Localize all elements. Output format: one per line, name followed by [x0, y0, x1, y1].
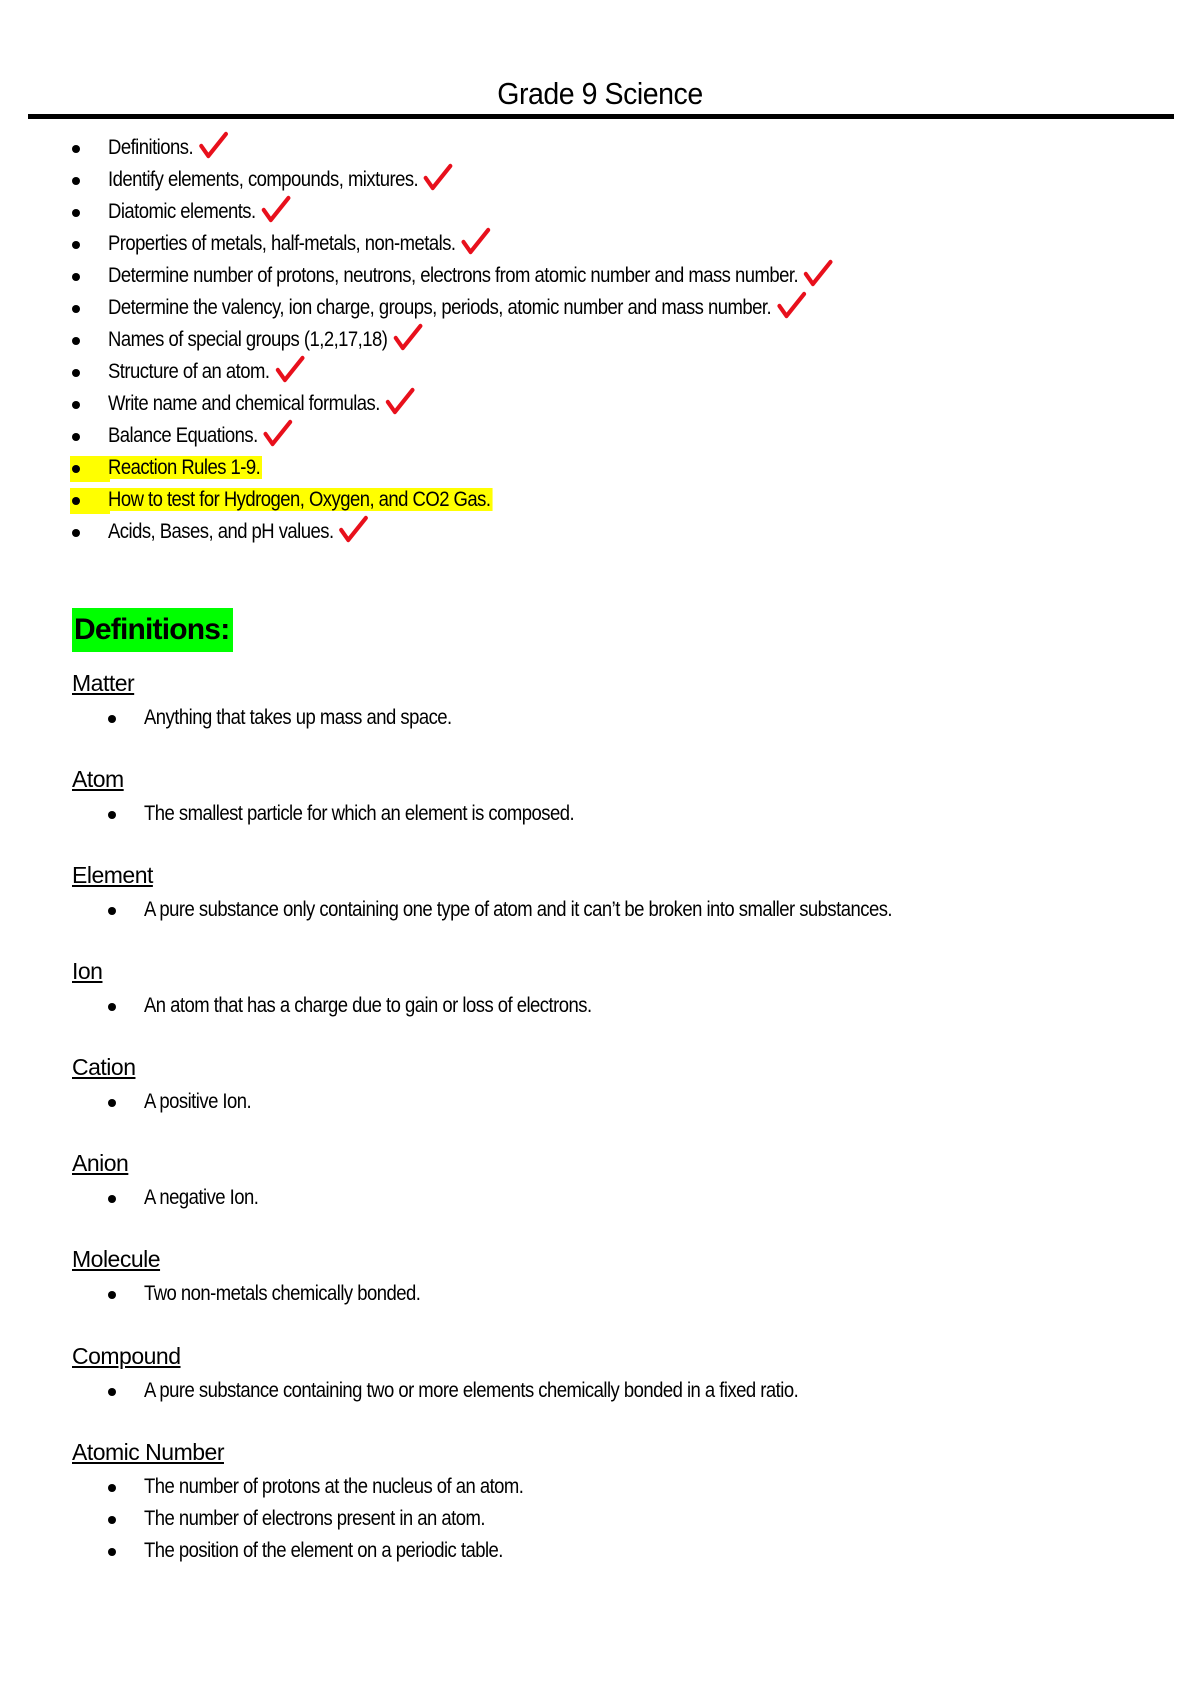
- bullet-dot-icon: [108, 1099, 116, 1107]
- bullet-dot-icon: [108, 1195, 116, 1203]
- definition-points: [0, 894, 1200, 926]
- checklist-item: [0, 164, 1200, 196]
- definition-point: The number of electrons present in an atom.: [0, 1503, 1200, 1535]
- document-title: Grade 9 Science: [497, 76, 703, 111]
- bullet-dot-icon: [72, 401, 80, 409]
- bullet-dot-icon: [72, 273, 80, 281]
- bullet-dot-icon: [72, 305, 80, 313]
- definition-point: The number of protons at the nucleus of an atom.: [0, 1471, 1200, 1503]
- definition-point: A pure substance containing two or more elements chemically bonded in a fixed ratio.: [0, 1375, 1200, 1407]
- bullet-dot-icon: [72, 465, 80, 473]
- definition-point: A positive Ion.: [0, 1086, 1200, 1118]
- checklist-item: [0, 420, 1200, 452]
- red-checkmark-icon: [339, 515, 369, 543]
- red-checkmark-icon: [263, 419, 293, 447]
- definition-term: Compound: [72, 1343, 181, 1369]
- definition-term: Matter: [72, 670, 135, 696]
- checklist-item: [0, 132, 1200, 164]
- bullet-dot-icon: [72, 529, 80, 537]
- definition-term: Molecule: [72, 1246, 161, 1272]
- checklist-item-text: Identify elements, compounds, mixtures.: [108, 168, 419, 191]
- bullet-dot-icon: [72, 497, 80, 505]
- bullet-dot-icon: [108, 1484, 116, 1492]
- checklist-item-highlighted: [0, 484, 1200, 516]
- bullet-dot-icon: [108, 715, 116, 723]
- checklist-item: [0, 356, 1200, 388]
- definition-points: [0, 702, 1200, 734]
- red-checkmark-icon: [198, 131, 228, 159]
- red-checkmark-icon: [393, 323, 423, 351]
- definition-points: [0, 1182, 1200, 1214]
- definition-points: [0, 798, 1200, 830]
- topic-checklist: [0, 132, 1200, 548]
- checklist-item-text: Acids, Bases, and pH values.: [108, 520, 334, 543]
- bullet-dot-icon: [72, 145, 80, 153]
- definition-term: Cation: [72, 1054, 136, 1080]
- bullet-dot-icon: [72, 177, 80, 185]
- checklist-item-text: Definitions.: [108, 136, 194, 159]
- red-checkmark-icon: [261, 195, 291, 223]
- checklist-item-text: Determine number of protons, neutrons, electrons from atomic number and mass number.: [108, 264, 799, 287]
- definition-points: [0, 1375, 1200, 1407]
- checklist-item: [0, 388, 1200, 420]
- red-checkmark-icon: [275, 355, 305, 383]
- definition-points: [0, 1278, 1200, 1310]
- bullet-dot-icon: [72, 209, 80, 217]
- definition-points: [0, 990, 1200, 1022]
- red-checkmark-icon: [461, 227, 491, 255]
- checklist-item-text: Write name and chemical formulas.: [108, 392, 380, 415]
- definition-term: Ion: [72, 958, 103, 984]
- definition-point: Anything that takes up mass and space.: [0, 702, 1200, 734]
- checklist-item: [0, 228, 1200, 260]
- bullet-dot-icon: [108, 1548, 116, 1556]
- definition-point: A pure substance only containing one type of atom and it can’t be broken into smaller substances.: [0, 894, 1200, 926]
- definition-points: [0, 1471, 1200, 1567]
- definition-term: Atomic Number: [72, 1439, 224, 1465]
- checklist-item: [0, 324, 1200, 356]
- definition-point: A negative Ion.: [0, 1182, 1200, 1214]
- checklist-item: [0, 196, 1200, 228]
- checklist-item: [0, 260, 1200, 292]
- definition-point: The position of the element on a periodic table.: [0, 1535, 1200, 1567]
- bullet-dot-icon: [108, 1516, 116, 1524]
- red-checkmark-icon: [803, 259, 833, 287]
- definition-term: Anion: [72, 1150, 129, 1176]
- bullet-dot-icon: [72, 433, 80, 441]
- checklist-item-text: Diatomic elements.: [108, 200, 256, 223]
- red-checkmark-icon: [776, 291, 806, 319]
- definition-point: An atom that has a charge due to gain or loss of electrons.: [0, 990, 1200, 1022]
- red-checkmark-icon: [385, 387, 415, 415]
- definition-point: The smallest particle for which an element is composed.: [0, 798, 1200, 830]
- title-underline-rule: [28, 114, 1174, 119]
- checklist-item-text: Names of special groups (1,2,17,18): [108, 328, 388, 351]
- checklist-item-text: How to test for Hydrogen, Oxygen, and CO2 Gas.: [108, 488, 491, 511]
- definitions-heading: Definitions:: [72, 608, 233, 652]
- bullet-dot-icon: [72, 369, 80, 377]
- checklist-item-text: Balance Equations.: [108, 424, 258, 447]
- checklist-item: [0, 516, 1200, 548]
- bullet-dot-icon: [108, 907, 116, 915]
- checklist-item: [0, 292, 1200, 324]
- definition-term: Atom: [72, 766, 124, 792]
- definition-point: Two non-metals chemically bonded.: [0, 1278, 1200, 1310]
- checklist-item-text: Structure of an atom.: [108, 360, 270, 383]
- bullet-dot-icon: [108, 1291, 116, 1299]
- definition-points: [0, 1086, 1200, 1118]
- definition-term: Element: [72, 862, 153, 888]
- checklist-item-highlighted: [0, 452, 1200, 484]
- bullet-dot-icon: [108, 1003, 116, 1011]
- bullet-dot-icon: [72, 337, 80, 345]
- red-checkmark-icon: [423, 163, 453, 191]
- bullet-dot-icon: [72, 241, 80, 249]
- bullet-dot-icon: [108, 1388, 116, 1396]
- checklist-item-text: Determine the valency, ion charge, groups, periods, atomic number and mass number.: [108, 296, 772, 319]
- checklist-item-text: Properties of metals, half-metals, non-metals.: [108, 232, 456, 255]
- checklist-item-text: Reaction Rules 1-9.: [108, 456, 261, 479]
- bullet-dot-icon: [108, 811, 116, 819]
